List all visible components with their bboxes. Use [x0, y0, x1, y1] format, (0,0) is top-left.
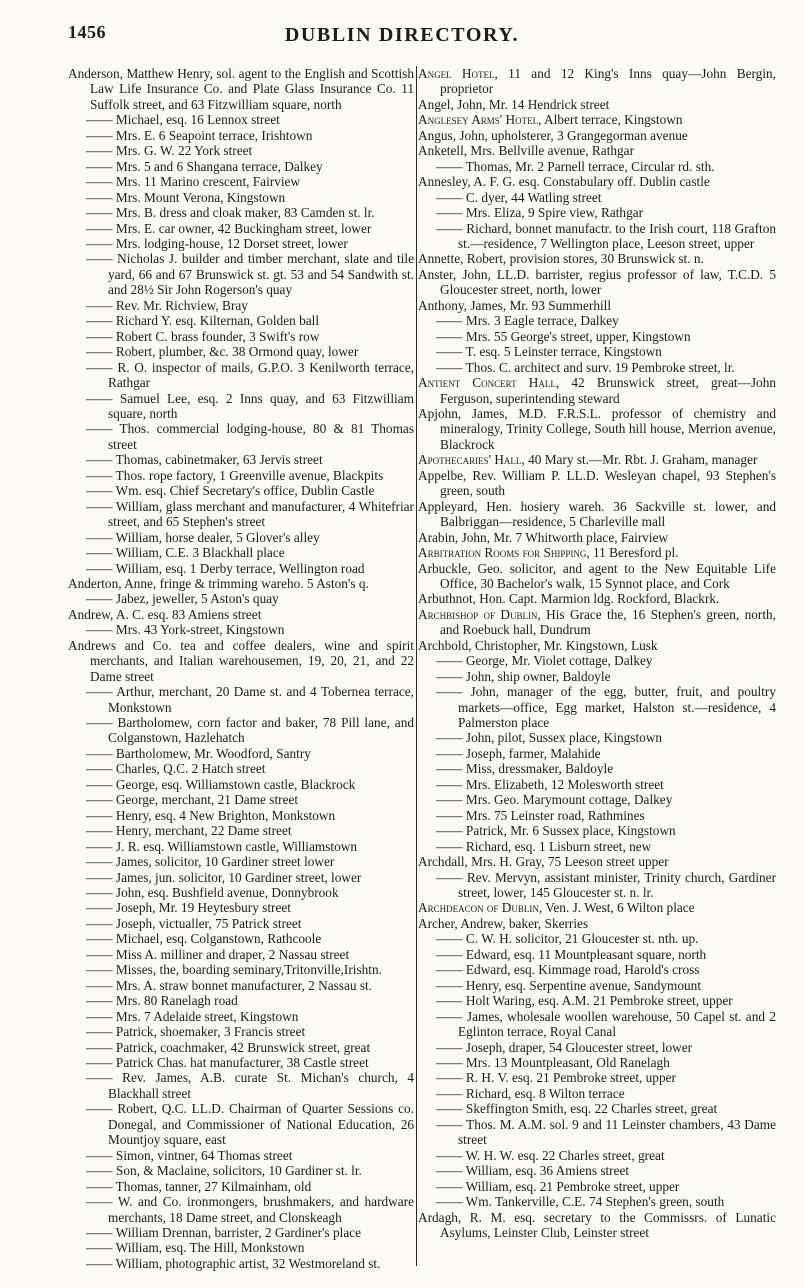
left-column	[68, 66, 414, 1271]
entry-text: —— Mrs. G. W. 22 York street	[86, 143, 253, 159]
entry-text: —— Robert, plumber, &c. 38 Ormond quay, lower	[86, 344, 359, 360]
directory-subentry	[418, 205, 776, 220]
directory-entry	[418, 530, 776, 545]
directory-subentry	[418, 1194, 776, 1209]
directory-entry	[418, 468, 776, 499]
directory-subentry	[68, 1024, 414, 1039]
entry-text: 40 Mary st.—Mr. Rbt. J. Graham, manager	[524, 452, 758, 468]
directory-subentry	[418, 1055, 776, 1070]
entry-text: —— Rev. Mr. Richview, Bray	[86, 297, 248, 313]
directory-subentry	[418, 360, 776, 375]
entry-text: Annette, Robert, provision stores, 30 Brunswick st. n.	[418, 251, 704, 267]
entry-text: —— John, manager of the egg, butter, fruit, and poultry markets—office, Egg market, Halston st.—residence, 4 Palmerston place	[436, 684, 776, 731]
directory-subentry	[418, 823, 776, 838]
entry-text: Arbuckle, Geo. solicitor, and agent to the New Equitable Life Office, 30 Bachelor's walk, 15 Synnot place, and Cork	[418, 560, 776, 591]
entry-text: —— Richard, esq. 8 Wilton terrace	[436, 1085, 625, 1101]
page-title: DUBLIN DIRECTORY.	[284, 24, 520, 46]
entry-text: —— Wm. Tankerville, C.E. 74 Stephen's green, south	[436, 1194, 725, 1210]
directory-subentry	[68, 684, 414, 715]
directory-subentry	[68, 1163, 414, 1178]
entry-text: Anthony, James, Mr. 93 Summerhill	[418, 297, 612, 313]
directory-subentry	[68, 298, 414, 313]
entry-text: —— William Drennan, barrister, 2 Gardiner's place	[86, 1224, 362, 1240]
entry-text: —— James, solicitor, 10 Gardiner street lower	[86, 854, 335, 870]
directory-subentry	[418, 159, 776, 174]
entry-text: —— Joseph, draper, 54 Gloucester street, lower	[436, 1039, 693, 1055]
entry-text: —— Patrick, Mr. 6 Sussex place, Kingstown	[436, 823, 676, 839]
directory-subentry	[418, 808, 776, 823]
directory-subentry	[418, 931, 776, 946]
directory-subentry	[418, 190, 776, 205]
entry-text: —— William, horse dealer, 5 Glover's alley	[86, 529, 320, 545]
entry-text: His Grace the, 16 Stephen's green, north, and Roebuck hall, Dundrum	[440, 606, 776, 638]
entry-text: —— Simon, vintner, 64 Thomas street	[86, 1147, 293, 1163]
entry-text: Angus, John, upholsterer, 3 Grangegorman avenue	[418, 127, 688, 143]
entry-text: —— Misses, the, boarding seminary,Tritonville,Irishtn.	[86, 962, 382, 978]
directory-subentry	[418, 1009, 776, 1040]
entry-text: —— Mrs. B. dress and cloak maker, 83 Camden st. lr.	[86, 205, 375, 221]
directory-subentry	[418, 870, 776, 901]
entry-text: —— Mrs. 5 and 6 Shangana terrace, Dalkey	[86, 158, 323, 174]
entry-text: —— Thomas, cabinetmaker, 63 Jervis street	[86, 452, 323, 468]
entry-text: Appleyard, Hen. hosiery wareh. 36 Sackville st. lower, and Balbriggan—residence, 5 Charleville mall	[418, 498, 776, 530]
entry-text: Anderton, Anne, fringe & trimming wareho. 5 Aston's q.	[68, 575, 369, 591]
entry-text: —— Thos. commercial lodging-house, 80 & 81 Thomas street	[86, 421, 414, 452]
entry-text: Archer, Andrew, baker, Skerries	[418, 915, 589, 931]
directory-subentry	[418, 1117, 776, 1148]
entry-text: —— George, merchant, 21 Dame street	[86, 792, 299, 808]
entry-text: Archbold, Christopher, Mr. Kingstown, Lusk	[418, 637, 658, 653]
entry-text: —— Thos. C. architect and surv. 19 Pembroke street, lr.	[436, 359, 735, 375]
directory-entry	[68, 607, 414, 622]
entry-text: —— Mrs. 43 York-street, Kingstown	[86, 622, 285, 638]
entry-text: Apjohn, James, M.D. F.R.S.L. professor of chemistry and mineralogy, Trinity College, South hill house, Merrion avenue, Blackrock	[418, 405, 776, 452]
directory-entry	[418, 638, 776, 653]
directory-subentry	[68, 329, 414, 344]
entry-text: —— William, esq. 36 Amiens street	[436, 1163, 630, 1179]
entry-text: Anster, John, LL.D. barrister, regius professor of law, T.C.D. 5 Gloucester street, north, lower	[418, 266, 776, 298]
entry-text: —— Mrs. Elizabeth, 12 Molesworth street	[436, 776, 664, 792]
directory-subentry	[68, 128, 414, 143]
entry-text: —— Richard, esq. 1 Lisburn street, new	[436, 838, 652, 854]
entry-text: —— Mrs. E. 6 Seapoint terrace, Irishtown	[86, 127, 313, 143]
entry-text: 42 Brunswick street, great—John Ferguson, superintending steward	[440, 375, 776, 406]
directory-subentry	[68, 530, 414, 545]
entry-text: —— William, C.E. 3 Blackhall place	[86, 545, 285, 561]
directory-entry	[418, 591, 776, 606]
directory-subentry	[418, 669, 776, 684]
directory-entry	[418, 499, 776, 530]
directory-subentry	[418, 344, 776, 359]
directory-subentry	[68, 143, 414, 158]
entry-text: —— Bartholomew, corn factor and baker, 78 Pill lane, and Colganstown, Hazlehatch	[86, 715, 414, 746]
entry-text: Ardagh, R. M. esq. secretary to the Commissrs. of Lunatic Asylums, Leinster Club, Leinster street	[418, 1209, 776, 1240]
entry-text: —— Patrick Chas. hat manufacturer, 38 Castle street	[86, 1055, 369, 1070]
directory-subentry	[68, 823, 414, 838]
entry-text: —— William, glass merchant and manufacturer, 4 Whitefriar street, and 65 Stephen's street	[86, 498, 414, 530]
entry-lead: Angel Hotel,	[418, 66, 498, 81]
entry-text: —— Mrs. A. straw bonnet manufacturer, 2 Nassau st.	[86, 977, 373, 993]
directory-subentry	[68, 483, 414, 498]
directory-entry	[418, 1210, 776, 1241]
entry-text: —— Henry, esq. 4 New Brighton, Monkstown	[86, 807, 336, 823]
directory-subentry	[68, 993, 414, 1008]
directory-subentry	[418, 313, 776, 328]
entry-text: —— Mrs. 55 George's street, upper, Kingstown	[436, 328, 691, 344]
directory-subentry	[418, 993, 776, 1008]
entry-text: —— James, wholesale woollen warehouse, 50 Capel st. and 2 Eglinton terrace, Royal Canal	[436, 1008, 776, 1040]
directory-subentry	[68, 931, 414, 946]
entry-text: —— Miss, dressmaker, Baldoyle	[436, 761, 614, 777]
directory-subentry	[68, 591, 414, 606]
directory-entry	[418, 298, 776, 313]
directory-subentry	[418, 221, 776, 252]
directory-entry	[418, 251, 776, 266]
entry-text: —— Richard Y. esq. Kilternan, Golden ball	[86, 313, 320, 329]
entry-text: —— Thomas, tanner, 27 Kilmainham, old	[86, 1178, 312, 1194]
directory-subentry	[418, 1101, 776, 1116]
entry-text: —— Michael, esq. Colganstown, Rathcoole	[86, 931, 322, 947]
entry-text: —— Edward, esq. 11 Mountpleasant square, north	[436, 946, 707, 962]
directory-subentry	[68, 715, 414, 746]
directory-subentry	[68, 236, 414, 251]
entry-text: —— Robert, Q.C. LL.D. Chairman of Quarter Sessions co. Donegal, and Commissioner of National Education, 26 Mountjoy square, east	[86, 1101, 414, 1148]
directory-entry	[418, 916, 776, 931]
entry-text: —— Joseph, victualler, 75 Patrick street	[86, 915, 302, 931]
directory-subentry	[68, 870, 414, 885]
entry-text: —— Son, & Maclaine, solicitors, 10 Gardiner st. lr.	[86, 1163, 362, 1179]
directory-subentry	[68, 205, 414, 220]
page-number: 1456	[68, 22, 106, 42]
directory-subentry	[68, 746, 414, 761]
entry-text: —— Charles, Q.C. 2 Hatch street	[86, 761, 266, 777]
directory-subentry	[68, 1040, 414, 1055]
entry-lead: Antient Concert Hall,	[418, 375, 560, 391]
entry-text: Anderson, Matthew Henry, sol. agent to the English and Scottish Law Life Insurance Co. and Plate Glass Insurance Co. 11 Suffolk street, and 63 Fitzwilliam square, north	[68, 66, 414, 112]
entry-text: Archdall, Mrs. H. Gray, 75 Leeson street upper	[418, 854, 669, 870]
entry-text: Angel, John, Mr. 14 Hendrick street	[418, 96, 610, 112]
directory-entry	[418, 854, 776, 869]
directory-subentry	[68, 885, 414, 900]
entry-text: —— Joseph, farmer, Malahide	[436, 745, 601, 761]
directory-subentry	[68, 792, 414, 807]
directory-entry	[418, 375, 776, 406]
directory-subentry	[418, 1070, 776, 1085]
directory-entry	[418, 561, 776, 592]
right-column	[418, 66, 776, 1240]
directory-entry	[418, 128, 776, 143]
entry-text: —— T. esq. 5 Leinster terrace, Kingstown	[436, 344, 662, 360]
directory-subentry	[68, 174, 414, 189]
entry-text: —— Henry, esq. Serpentine avenue, Sandymount	[436, 977, 702, 993]
directory-subentry	[68, 777, 414, 792]
directory-subentry	[68, 313, 414, 328]
directory-subentry	[68, 391, 414, 422]
directory-entry	[418, 900, 776, 915]
directory-subentry	[418, 653, 776, 668]
column-divider	[416, 66, 417, 1266]
entry-text: Albert terrace, Kingstown	[541, 112, 683, 128]
directory-subentry	[68, 421, 414, 452]
entry-text: —— John, ship owner, Baldoyle	[436, 668, 611, 684]
entry-text: —— William, photographic artist, 32 Westmoreland st.	[86, 1255, 381, 1271]
entry-text: —— Mrs. 3 Eagle terrace, Dalkey	[436, 313, 619, 329]
entry-text: —— Miss A. milliner and draper, 2 Nassau street	[86, 946, 350, 962]
entry-text: —— Edward, esq. Kimmage road, Harold's cross	[436, 962, 700, 978]
entry-text: —— Jabez, jeweller, 5 Aston's quay	[86, 591, 279, 607]
directory-subentry	[68, 1055, 414, 1070]
directory-entry	[418, 97, 776, 112]
directory-subentry	[68, 344, 414, 359]
directory-subentry	[418, 684, 776, 730]
directory-entry	[418, 545, 776, 560]
entry-text: —— Mrs. 11 Marino crescent, Fairview	[86, 174, 301, 190]
entry-text: —— Mrs. lodging-house, 12 Dorset street, lower	[86, 235, 348, 251]
entry-text: —— W. and Co. ironmongers, brushmakers, and hardware merchants, 18 Dame street, and Clonskeagh	[86, 1194, 414, 1225]
directory-subentry	[418, 792, 776, 807]
directory-subentry	[68, 545, 414, 560]
entry-text: —— Samuel Lee, esq. 2 Inns quay, and 63 Fitzwilliam square, north	[86, 390, 414, 421]
directory-subentry	[68, 962, 414, 977]
entry-text: Appelbe, Rev. William P. LL.D. Wesleyan chapel, 93 Stephen's green, south	[418, 467, 776, 499]
directory-subentry	[418, 746, 776, 761]
entry-text: —— James, jun. solicitor, 10 Gardiner street, lower	[86, 869, 362, 885]
entry-text: —— R. H. V. esq. 21 Pembroke street, upper	[436, 1070, 676, 1086]
entry-text: —— Arthur, merchant, 20 Dame st. and 4 Tobernea terrace, Monkstown	[86, 684, 414, 715]
directory-subentry	[68, 159, 414, 174]
entry-text: —— William, esq. 1 Derby terrace, Wellington road	[86, 560, 365, 576]
entry-text: —— Mrs. 13 Mountpleasant, Old Ranelagh	[436, 1055, 670, 1070]
directory-subentry	[68, 360, 414, 391]
directory-subentry	[68, 468, 414, 483]
entry-text: Ven. J. West, 6 Wilton place	[542, 900, 695, 916]
entry-text: —— Mrs. 7 Adelaide street, Kingstown	[86, 1008, 299, 1024]
directory-subentry	[68, 499, 414, 530]
entry-text: —— Richard, bonnet manufactr. to the Irish court, 118 Grafton st.—residence, 7 Wellington place, Leeson street, upper	[436, 220, 776, 251]
directory-subentry	[68, 1148, 414, 1163]
entry-text: 11 and 12 King's Inns quay—John Bergin, proprietor	[440, 66, 776, 97]
directory-entry	[68, 638, 414, 684]
entry-text: —— Mrs. E. car owner, 42 Buckingham street, lower	[86, 220, 372, 236]
entry-text: —— W. H. W. esq. 22 Charles street, great	[436, 1147, 665, 1163]
directory-subentry	[68, 978, 414, 993]
entry-text: —— Patrick, shoemaker, 3 Francis street	[86, 1024, 306, 1040]
directory-subentry	[68, 761, 414, 776]
directory-subentry	[68, 1179, 414, 1194]
directory-entry	[418, 267, 776, 298]
directory-subentry	[418, 777, 776, 792]
entry-text: —— Michael, esq. 16 Lennox street	[86, 112, 280, 128]
directory-subentry	[68, 900, 414, 915]
entry-text: —— Nicholas J. builder and timber merchant, slate and tile yard, 66 and 67 Brunswick st. gt. 53 and 54 Sandwith st. and 28½ Sir John Rogerson's quay	[86, 251, 414, 298]
entry-text: Anketell, Mrs. Bellville avenue, Rathgar	[418, 143, 635, 159]
directory-entry	[418, 452, 776, 467]
directory-subentry	[68, 916, 414, 931]
entry-text: —— Holt Waring, esq. A.M. 21 Pembroke street, upper	[436, 993, 733, 1009]
directory-subentry	[68, 190, 414, 205]
directory-entry	[418, 143, 776, 158]
entry-text: 11 Beresford pl.	[589, 545, 679, 561]
directory-subentry	[68, 808, 414, 823]
entry-text: —— J. R. esq. Williamstown castle, Williamstown	[86, 838, 358, 854]
entry-text: —— Robert C. brass founder, 3 Swift's row	[86, 328, 320, 344]
directory-subentry	[68, 561, 414, 576]
entry-text: —— Mrs. 80 Ranelagh road	[86, 993, 238, 1009]
entry-lead: Arbitration Rooms for Shipping,	[418, 545, 590, 561]
entry-text: —— Thos. M. A.M. sol. 9 and 11 Leinster chambers, 43 Dame street	[436, 1116, 776, 1148]
entry-text: —— Mrs. Geo. Marymount cottage, Dalkey	[436, 792, 673, 808]
directory-subentry	[68, 1009, 414, 1024]
directory-entry	[68, 66, 414, 112]
entry-text: —— C. dyer, 44 Watling street	[436, 189, 602, 205]
directory-entry	[418, 66, 776, 97]
entry-text: —— George, esq. Williamstown castle, Blackrock	[86, 776, 356, 792]
directory-subentry	[418, 329, 776, 344]
entry-text: —— Joseph, Mr. 19 Heytesbury street	[86, 900, 291, 916]
directory-subentry	[418, 1163, 776, 1178]
directory-subentry	[68, 452, 414, 467]
entry-text: —— Wm. esq. Chief Secretary's office, Dublin Castle	[86, 483, 375, 499]
entry-lead: Apothecaries' Hall,	[418, 452, 525, 468]
directory-subentry	[68, 112, 414, 127]
entry-lead: Archbishop of Dublin,	[418, 606, 541, 622]
directory-subentry	[68, 947, 414, 962]
entry-text: —— Mrs. Eliza, 9 Spire view, Rathgar	[436, 205, 644, 221]
entry-text: —— Thos. rope factory, 1 Greenville avenue, Blackpits	[86, 467, 384, 483]
entry-text: —— William, esq. 21 Pembroke street, upper	[436, 1178, 680, 1194]
directory-subentry	[418, 1148, 776, 1163]
entry-text: —— Thomas, Mr. 2 Parnell terrace, Circular rd. sth.	[436, 158, 715, 174]
entry-text: Arbuthnot, Hon. Capt. Marmion ldg. Rockford, Blackrk.	[418, 591, 720, 607]
directory-subentry	[68, 251, 414, 297]
directory-subentry	[418, 1179, 776, 1194]
entry-text: —— Bartholomew, Mr. Woodford, Santry	[86, 745, 311, 761]
entry-text: Annesley, A. F. G. esq. Constabulary off. Dublin castle	[418, 174, 710, 190]
directory-entry	[418, 406, 776, 452]
directory-subentry	[418, 1086, 776, 1101]
directory-subentry	[68, 1194, 414, 1225]
directory-subentry	[418, 978, 776, 993]
entry-text: Andrews and Co. tea and coffee dealers, wine and spirit merchants, and Italian warehousemen, 19, 20, 21, and 22 Dame street	[68, 637, 414, 684]
directory-subentry	[418, 730, 776, 745]
entry-text: —— C. W. H. solicitor, 21 Gloucester st. nth. up.	[436, 931, 699, 947]
entry-text: —— John, esq. Bushfield avenue, Donnybrook	[86, 885, 339, 901]
entry-lead: Anglesey Arms' Hotel,	[418, 112, 542, 128]
directory-subentry	[68, 1240, 414, 1255]
entry-text: —— Mrs. 75 Leinster road, Rathmines	[436, 807, 645, 823]
entry-lead: Archdeacon of Dublin,	[418, 900, 543, 916]
entry-text: —— George, Mr. Violet cottage, Dalkey	[436, 653, 653, 669]
directory-subentry	[418, 839, 776, 854]
directory-subentry	[68, 1101, 414, 1147]
directory-subentry	[68, 221, 414, 236]
entry-text: —— R. O. inspector of mails, G.P.O. 3 Kenilworth terrace, Rathgar	[86, 359, 414, 391]
directory-subentry	[418, 1040, 776, 1055]
directory-entry	[68, 576, 414, 591]
directory-entry	[418, 174, 776, 189]
entry-text: —— Patrick, coachmaker, 42 Brunswick street, great	[86, 1039, 371, 1055]
entry-text: —— Skeffington Smith, esq. 22 Charles street, great	[436, 1101, 718, 1117]
directory-subentry	[68, 1256, 414, 1271]
entry-text: Andrew, A. C. esq. 83 Amiens street	[68, 606, 262, 622]
entry-text: Arabin, John, Mr. 7 Whitworth place, Fairview	[418, 529, 669, 545]
directory-subentry	[68, 1225, 414, 1240]
directory-subentry	[418, 947, 776, 962]
entry-text: —— John, pilot, Sussex place, Kingstown	[436, 730, 663, 746]
directory-entry	[418, 607, 776, 638]
directory-subentry	[68, 854, 414, 869]
directory-entry	[418, 112, 776, 127]
directory-subentry	[68, 622, 414, 637]
directory-subentry	[418, 962, 776, 977]
entry-text: —— Henry, merchant, 22 Dame street	[86, 823, 292, 839]
entry-text: —— Rev. Mervyn, assistant minister, Trinity church, Gardiner street, lower, 145 Gloucester st. n. lr.	[436, 869, 776, 901]
directory-subentry	[68, 839, 414, 854]
directory-subentry	[418, 761, 776, 776]
entry-text: —— Mrs. Mount Verona, Kingstown	[86, 189, 286, 205]
entry-text: —— Rev. James, A.B. curate St. Michan's church, 4 Blackhall street	[86, 1070, 414, 1101]
entry-text: —— William, esq. The Hill, Monkstown	[86, 1240, 305, 1256]
directory-subentry	[68, 1070, 414, 1101]
